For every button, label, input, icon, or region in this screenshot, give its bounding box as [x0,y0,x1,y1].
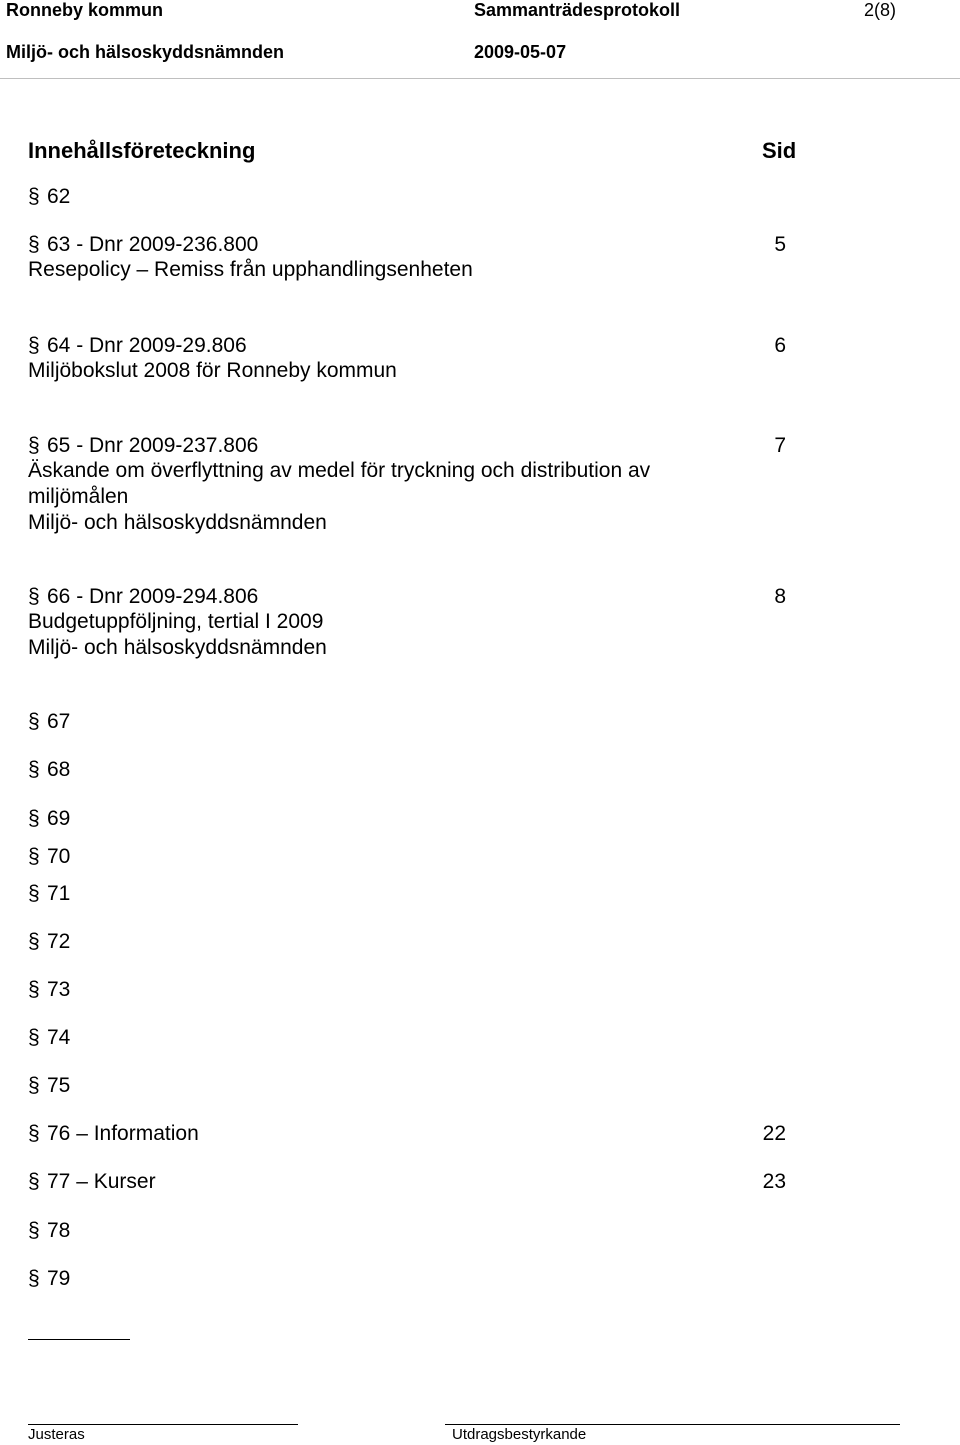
toc-entry-page: 23 [762,1170,786,1193]
toc-title: Innehållsföreteckning [28,138,256,163]
toc-page-column: Sid [762,138,797,163]
section-sign: § [28,1026,40,1049]
toc-entry-head [28,710,70,734]
toc-entry-number: 73 [47,978,71,1001]
toc-entry-title: Miljö- och hälsoskyddsnämnden [28,511,327,534]
toc-entry-head [28,1170,156,1194]
toc-entry-head [28,334,247,358]
toc-entry-head [28,807,70,831]
toc-entry-page: 8 [774,585,786,608]
section-sign: § [28,233,40,256]
section-sign: § [28,1219,40,1242]
toc-entry-head [28,1026,70,1050]
toc-entry-head [28,1122,199,1146]
short-rule [28,1339,130,1340]
header-doc-type: Sammanträdesprotokoll [474,0,681,20]
section-sign: § [28,585,40,608]
section-sign: § [28,334,40,357]
toc-entry-title: Miljö- och hälsoskyddsnämnden [28,636,327,659]
footer-rule-right [445,1424,900,1425]
toc-entry-number: 75 [47,1074,71,1097]
toc-entry-head [28,882,70,906]
toc-entry-number: 70 [47,845,71,868]
section-sign: § [28,978,40,1001]
toc-entry-number: 76 – Information [47,1122,199,1145]
toc-entry-number: 74 [47,1026,71,1049]
toc-entry-head [28,930,70,954]
footer-utdragsbestyrkande: Utdragsbestyrkande [452,1426,587,1443]
toc-entry-head [28,758,70,782]
section-sign: § [28,845,40,868]
toc-entry-title: Budgetuppföljning, tertial I 2009 [28,610,324,633]
header-page-of: 2(8) [864,0,897,20]
section-sign: § [28,1122,40,1145]
header-org: Ronneby kommun [6,0,164,20]
section-sign: § [28,1074,40,1097]
toc-entry-head [28,434,258,458]
toc-entry-title: Miljöbokslut 2008 för Ronneby kommun [28,359,397,382]
section-sign: § [28,1170,40,1193]
section-sign: § [28,185,40,208]
toc-entry-head [28,1219,70,1243]
toc-entry-head [28,1267,70,1291]
toc-entry-head [28,185,70,209]
toc-entry-number: 63 - Dnr 2009-236.800 [47,233,259,256]
footer-rule-left [28,1424,298,1425]
toc-entry-head [28,978,70,1002]
toc-entry-number: 69 [47,807,71,830]
header-divider [0,78,960,79]
toc-entry-number: 64 - Dnr 2009-29.806 [47,334,247,357]
header-committee: Miljö- och hälsoskyddsnämnden [6,42,285,62]
footer-justeras: Justeras [28,1426,85,1443]
section-sign: § [28,807,40,830]
toc-entry-number: 71 [47,882,71,905]
toc-entry-number: 68 [47,758,71,781]
toc-entry-number: 72 [47,930,71,953]
section-sign: § [28,882,40,905]
section-sign: § [28,758,40,781]
toc-entry-number: 65 - Dnr 2009-237.806 [47,434,259,457]
section-sign: § [28,434,40,457]
toc-entry-number: 78 [47,1219,71,1242]
header-date: 2009-05-07 [474,42,567,62]
toc-entry-number: 67 [47,710,71,733]
toc-entry-page: 7 [774,434,786,457]
toc-entry-page: 22 [762,1122,786,1145]
section-sign: § [28,1267,40,1290]
toc-entry-page: 5 [774,233,786,256]
section-sign: § [28,930,40,953]
toc-entry-title: Äskande om överflyttning av medel för tryckning och distribution av [28,459,651,482]
toc-entry-head [28,233,258,257]
toc-entry-number: 66 - Dnr 2009-294.806 [47,585,259,608]
toc-entry-head [28,845,70,869]
toc-entry-head [28,1074,70,1098]
toc-entry-number: 77 – Kurser [47,1170,156,1193]
toc-entry-title: Resepolicy – Remiss från upphandlingsenheten [28,258,473,281]
toc-entry-page: 6 [774,334,786,357]
toc-entry-head [28,585,258,609]
toc-entry-title: miljömålen [28,485,129,508]
section-sign: § [28,710,40,733]
toc-entry-number: 62 [47,185,71,208]
toc-entry-number: 79 [47,1267,71,1290]
